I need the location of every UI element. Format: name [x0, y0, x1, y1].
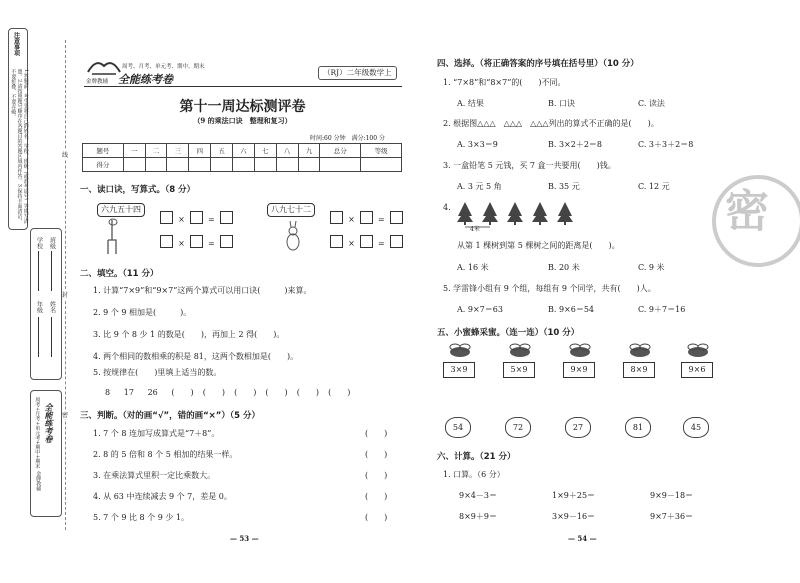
score-header-cell: 等级 — [361, 144, 402, 158]
score-header-cell: 二 — [145, 144, 167, 158]
fill-q1: 1. 计算“7×9”和“9×7”这两个算式可以用口诀( )来算。 — [93, 286, 312, 295]
answer-box[interactable] — [360, 235, 373, 248]
answer-box[interactable] — [390, 211, 403, 224]
seal-char-2: 封 — [62, 292, 69, 299]
notice-box — [8, 28, 28, 230]
answer-box[interactable] — [360, 211, 373, 224]
calc-4: 8×9＋9＝ — [459, 512, 497, 521]
grade-label: 年级 — [35, 301, 43, 313]
score-cell[interactable] — [145, 158, 167, 172]
judge-q3: 3. 在乘法算式里积一定比乘数大。 — [93, 471, 216, 480]
bee-card[interactable] — [563, 343, 597, 378]
judge-paren-1[interactable]: ( ) — [365, 429, 388, 438]
info-box — [30, 228, 62, 380]
section-4-title: 四、选择。（将正确答案的序号填在括号里）（10 分） — [437, 59, 639, 69]
bee-icon — [681, 343, 715, 358]
score-header-cell: 总分 — [320, 144, 361, 158]
page-title: 第十一周达标测评卷 — [179, 99, 306, 115]
choice-q3-b: B. 35 元 — [548, 182, 580, 191]
flower-answer[interactable]: 72 — [505, 417, 531, 438]
choice-q2: 2. 根据图△△△ △△△ △△△列出的算式不正确的是( )。 — [443, 119, 659, 128]
answer-box[interactable] — [330, 235, 343, 248]
bubble-2: 八九七十二 — [267, 203, 315, 217]
judge-paren-4[interactable]: ( ) — [365, 492, 388, 501]
choice-q4-num: 4. — [443, 203, 451, 212]
brand-title: 全能练考卷 — [44, 403, 54, 443]
brand-box — [30, 390, 62, 517]
score-header-cell: 五 — [211, 144, 233, 158]
fill-q4: 4. 两个相同的数相乘的积是 81，这两个数相加是( )。 — [93, 352, 299, 361]
choice-q3-c: C. 12 元 — [638, 182, 670, 191]
time-info: 时间:60 分钟 满分:100 分 — [310, 135, 385, 142]
seq-blank[interactable]: ( ) — [202, 388, 225, 397]
header-tags: 周考、月考、单元考、期中、期末 — [122, 64, 205, 70]
bee-expression: 5×9 — [503, 362, 535, 378]
flower-answer[interactable]: 81 — [625, 417, 651, 438]
section-6-title: 六、计算。（21 分） — [437, 452, 516, 462]
choice-q4-a: A. 16 米 — [457, 263, 489, 272]
seq-blank[interactable]: ( ) — [234, 388, 257, 397]
score-header-cell: 七 — [254, 144, 276, 158]
answer-box[interactable] — [220, 211, 233, 224]
cut-line — [65, 40, 66, 530]
bee-card[interactable] — [503, 343, 537, 378]
judge-q4: 4. 从 63 中连续减去 9 个 7，差是 0。 — [93, 492, 232, 501]
notice-text: 1.答题前，考生先将自己的姓名、学校、班级（或准考证号）等填写清楚。2.请按照题号顺序在各题目的答题区域内作答。3.保持卡面清洁，不要折叠、不要弄破。 — [10, 69, 29, 224]
page-number-right: — 54 — — [568, 534, 597, 543]
judge-q5: 5. 7 个 9 比 8 个 9 少 1。 — [93, 513, 189, 522]
bee-card[interactable] — [681, 343, 715, 378]
seq-blank[interactable]: ( ) — [328, 388, 351, 397]
score-cell[interactable] — [320, 158, 361, 172]
tree-distance: 4米 — [470, 226, 480, 233]
score-cell[interactable] — [254, 158, 276, 172]
choice-q5-b: B. 9×6＝54 — [548, 305, 595, 314]
judge-q1: 1. 7 个 8 连加写成算式是“7＋8”。 — [93, 429, 220, 438]
score-cell[interactable] — [298, 158, 320, 172]
judge-paren-3[interactable]: ( ) — [365, 471, 388, 480]
s1-row2: × = — [160, 231, 233, 250]
score-table — [82, 143, 402, 172]
fill-q2: 2. 9 个 9 相加是( )。 — [93, 308, 192, 317]
section-3-title: 三、判断。（对的画“√”，错的画“×”）（5 分） — [80, 411, 261, 421]
score-cell[interactable] — [233, 158, 255, 172]
score-cell[interactable] — [167, 158, 189, 172]
score-header-cell: 八 — [276, 144, 298, 158]
class-label: 班级 — [48, 237, 56, 249]
score-cell[interactable] — [361, 158, 402, 172]
bee-expression: 9×6 — [681, 362, 713, 378]
bee-card[interactable] — [443, 343, 477, 378]
bee-icon — [503, 343, 537, 358]
s1-row3: × = — [330, 207, 403, 226]
choice-q1-b: B. 口诀 — [548, 99, 575, 108]
choice-q4-c: C. 9 米 — [638, 263, 665, 272]
choice-q2-a: A. 3×3＝9 — [457, 140, 498, 149]
seq-blank[interactable]: ( ) — [265, 388, 288, 397]
choice-q3: 3. 一盒铅笔 5 元钱，买 7 盒一共要用( )钱。 — [443, 161, 616, 170]
header-logo-text: 金牌教辅 — [86, 79, 109, 85]
header-rule — [84, 86, 402, 87]
giraffe-icon — [100, 218, 122, 256]
choice-q1-a: A. 结果 — [457, 99, 484, 108]
s1-row4: × = — [330, 231, 403, 250]
flower-answer[interactable]: 27 — [565, 417, 591, 438]
seal-char-3: 密 — [62, 412, 69, 419]
choice-q5-c: C. 9＋7＝16 — [638, 305, 686, 314]
choice-q4-b: B. 20 米 — [548, 263, 580, 272]
s1-row1: × = — [160, 207, 233, 226]
page-number-left: — 53 — — [230, 534, 259, 543]
score-header-cell: 一 — [123, 144, 145, 158]
choice-q5: 5. 学雷锋小组有 9 个组，每组有 9 个同学，共有( )人。 — [443, 284, 656, 293]
answer-box[interactable] — [330, 211, 343, 224]
judge-paren-2[interactable]: ( ) — [365, 450, 388, 459]
bee-expression: 9×9 — [563, 362, 595, 378]
header-grade: （RJ）二年级数学上 — [318, 66, 397, 80]
calc-1: 9×4－3＝ — [459, 491, 497, 500]
header-brand: 全能练考卷 — [118, 73, 173, 86]
answer-box[interactable] — [160, 235, 173, 248]
flower-answer[interactable]: 45 — [683, 417, 709, 438]
score-header-cell: 九 — [298, 144, 320, 158]
choice-q4: 从第 1 棵树到第 5 棵树之间的距离是( )。 — [457, 241, 620, 250]
answer-box[interactable] — [160, 211, 173, 224]
calc-sub-title: 1. 口算。（6 分） — [443, 470, 505, 479]
stamp-char: 密 — [725, 186, 769, 237]
section-5-title: 五、小蜜蜂采蜜。（连一连）（10 分） — [437, 328, 580, 338]
section-1-title: 一、读口诀，写算式。（8 分） — [80, 185, 196, 195]
left-sidebar — [0, 0, 78, 583]
score-header-cell: 六 — [233, 144, 255, 158]
calc-6: 9×7＋36＝ — [650, 512, 694, 521]
score-cell[interactable] — [189, 158, 211, 172]
name-label: 姓名 — [48, 301, 56, 313]
seq-blank[interactable]: ( ) — [171, 388, 194, 397]
rabbit-icon — [282, 220, 304, 254]
score-cell[interactable] — [123, 158, 145, 172]
score-cell[interactable] — [276, 158, 298, 172]
choice-q1-c: C. 读法 — [638, 99, 665, 108]
bee-icon — [443, 343, 477, 358]
answer-box[interactable] — [220, 235, 233, 248]
calc-5: 3×9－16＝ — [552, 512, 596, 521]
choice-q1: 1. “7×8”和“8×7”的( )不同。 — [443, 78, 566, 87]
score-header-cell: 四 — [189, 144, 211, 158]
calc-2: 1×9＋25＝ — [552, 491, 596, 500]
bee-icon — [623, 343, 657, 358]
school-label: 学校 — [35, 237, 43, 249]
score-cell[interactable] — [211, 158, 233, 172]
score-header-cell: 题号 — [83, 144, 124, 158]
judge-paren-5[interactable]: ( ) — [365, 513, 388, 522]
flower-answer[interactable]: 54 — [445, 417, 471, 438]
bee-icon — [563, 343, 597, 358]
notice-title: 注意事项 — [12, 32, 20, 56]
choice-q5-a: A. 9×7＝63 — [457, 305, 503, 314]
judge-q2: 2. 8 的 5 倍和 8 个 5 相加的结果一样。 — [93, 450, 238, 459]
choice-q2-b: B. 3×2＋2＝8 — [548, 140, 603, 149]
score-header-cell: 三 — [167, 144, 189, 158]
choice-q2-c: C. 3＋3＋2＝8 — [638, 140, 694, 149]
page-subtitle: （9 的乘法口诀 整理和复习） — [193, 116, 292, 125]
fill-q5: 5. 按规律在( )里填上适当的数。 — [93, 368, 222, 377]
sequence-row: 8 17 26 ( ) ( ) ( ) ( ) ( ) ( ) — [105, 388, 351, 397]
seq-blank[interactable]: ( ) — [296, 388, 320, 397]
bubble-1: 六九五十四 — [97, 203, 145, 217]
section-2-title: 二、填空。（11 分） — [80, 269, 159, 279]
bee-expression: 8×9 — [623, 362, 655, 378]
choice-q3-a: A. 3 元 5 角 — [457, 182, 502, 191]
seal-char-1: 线 — [62, 152, 69, 159]
answer-box[interactable] — [390, 235, 403, 248]
bee-expression: 3×9 — [443, 362, 475, 378]
score-label: 得分 — [83, 158, 124, 172]
fill-q3: 3. 比 9 个 8 少 1 的数是( )，再加上 2 得( )。 — [93, 330, 285, 339]
answer-box[interactable] — [190, 235, 203, 248]
brand-sub: 周考+月考+单元考+期中+期末 — [34, 397, 41, 469]
brand-logo: 金牌教辅 — [35, 471, 42, 491]
calc-3: 9×9－18＝ — [650, 491, 694, 500]
answer-box[interactable] — [190, 211, 203, 224]
bee-card[interactable] — [623, 343, 657, 378]
